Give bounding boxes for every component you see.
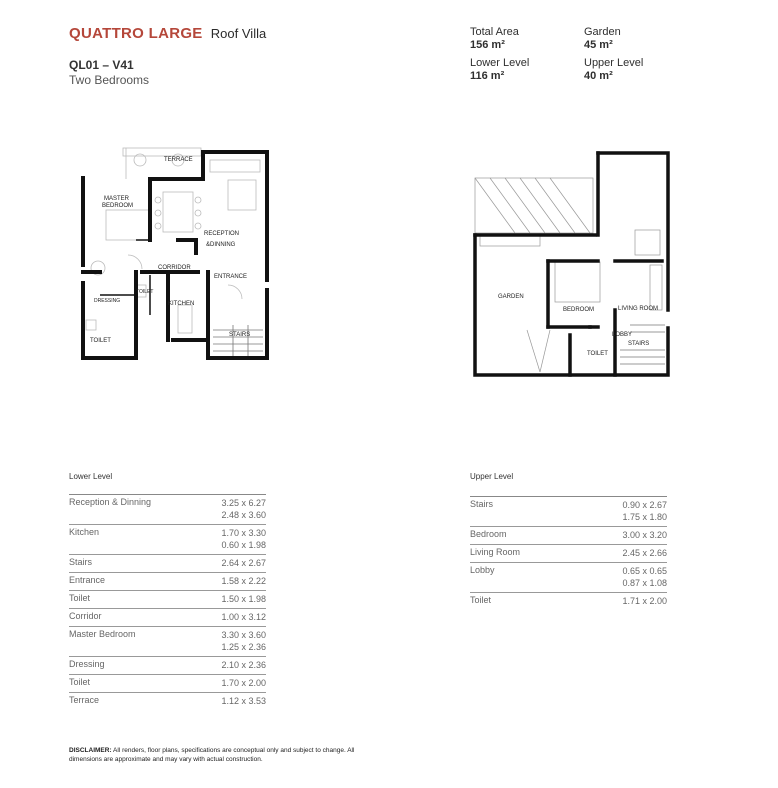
room-dim: 3.00 x 3.20 [622, 530, 667, 540]
room-name: Living Room [470, 547, 521, 557]
table-row [470, 563, 667, 593]
plan-label-toilet: TOILET [136, 289, 154, 295]
room-dim: 1.58 x 2.22 [221, 576, 266, 586]
area-label: Lower Level [470, 57, 530, 69]
room-name: Corridor [69, 611, 102, 621]
area-garden [584, 26, 621, 52]
area-value: 156 m² [470, 39, 505, 51]
plan-label-reception: RECEPTION [204, 231, 240, 237]
area-lower [470, 57, 529, 83]
room-name: Bedroom [470, 529, 507, 539]
lower-level-floor-plan [78, 145, 274, 365]
table-row [69, 525, 266, 555]
disclaimer-label: DISCLAIMER: [69, 747, 112, 754]
area-value: 40 m² [584, 70, 613, 82]
room-name: Entrance [69, 575, 106, 585]
room-name: Toilet [69, 677, 91, 687]
area-label: Garden [584, 26, 621, 38]
room-name: Stairs [69, 557, 93, 567]
room-name: Terrace [69, 695, 100, 705]
brand-name: QUATTRO LARGE [69, 25, 203, 42]
table-row [69, 675, 266, 693]
table-row [69, 495, 266, 525]
plan-label-garden: GARDEN [498, 294, 524, 300]
table-row [470, 593, 667, 610]
plan-label-toilet-2: TOILET [90, 338, 111, 344]
room-dim: 0.65 x 0.65 [622, 566, 667, 576]
table-row [69, 591, 266, 609]
table-row [69, 627, 266, 657]
room-dim: 1.00 x 3.12 [221, 612, 266, 622]
room-dim: 3.25 x 6.27 [221, 498, 266, 508]
plan-label-corridor: CORRIDOR [158, 265, 191, 271]
room-dim: 1.70 x 2.00 [221, 678, 266, 688]
room-dim: 1.12 x 3.53 [221, 696, 266, 706]
plan-label-toilet: TOILET [587, 351, 608, 357]
bedroom-count: Two Bedrooms [69, 73, 150, 87]
room-dim: 0.90 x 2.67 [622, 500, 667, 510]
lower-level-table [69, 494, 266, 710]
area-value: 45 m² [584, 39, 613, 51]
table-row [470, 545, 667, 563]
table-row [69, 609, 266, 627]
table-row [69, 573, 266, 591]
plan-label-terrace: TERRACE [164, 157, 193, 163]
upper-level-floor-plan [470, 150, 670, 380]
table-row [470, 497, 667, 527]
area-value: 116 m² [470, 70, 505, 82]
room-name: Dressing [69, 659, 105, 669]
plan-label-dinning: &DINNING [206, 242, 236, 248]
unit-title [69, 25, 266, 42]
room-dim: 2.64 x 2.67 [221, 558, 266, 568]
room-name: Master Bedroom [69, 629, 136, 639]
area-label: Upper Level [584, 57, 644, 69]
area-label: Total Area [470, 26, 519, 38]
room-name: Lobby [470, 565, 495, 575]
room-name: Kitchen [69, 527, 100, 537]
room-dim: 1.50 x 1.98 [221, 594, 266, 604]
room-dim: 2.45 x 2.66 [622, 548, 667, 558]
area-upper [584, 57, 643, 83]
table-row [69, 693, 266, 710]
plan-label-lobby: LOBBY [612, 332, 633, 338]
room-dim: 2.48 x 3.60 [221, 510, 266, 520]
room-dim: 2.10 x 2.36 [221, 660, 266, 670]
room-name: Stairs [470, 499, 494, 509]
plan-label-living-room: LIVING ROOM [618, 306, 659, 312]
table-row [69, 657, 266, 675]
room-name: Toilet [470, 595, 492, 605]
area-total [470, 26, 519, 52]
room-dim: 0.87 x 1.08 [622, 578, 667, 588]
room-dim: 1.71 x 2.00 [622, 596, 667, 606]
room-dim: 3.30 x 3.60 [221, 630, 266, 640]
plan-label-bedroom: BEDROOM [563, 307, 595, 313]
unit-code: QL01 – V41 [69, 58, 134, 72]
room-dim: 1.70 x 3.30 [221, 528, 266, 538]
plan-label-stairs: STAIRS [628, 341, 650, 347]
plan-label-stairs: STAIRS [229, 332, 251, 338]
plan-label-entrance: ENTRANCE [214, 274, 248, 280]
room-name: Reception & Dinning [69, 497, 152, 507]
table-row [69, 555, 266, 573]
plan-label-kitchen: KITCHEN [168, 301, 195, 307]
lower-table-title: Lower Level [69, 472, 113, 481]
plan-label-dressing: DRESSING [94, 298, 121, 304]
unit-type: Roof Villa [210, 26, 267, 41]
room-name: Toilet [69, 593, 91, 603]
room-dim: 1.75 x 1.80 [622, 512, 667, 522]
plan-label-bedroom: BEDROOM [102, 203, 134, 209]
disclaimer [69, 746, 369, 764]
upper-level-table [470, 496, 667, 610]
upper-table-title: Upper Level [470, 472, 514, 481]
plan-label-master: MASTER [104, 196, 130, 202]
room-dim: 1.25 x 2.36 [221, 642, 266, 652]
room-dim: 0.60 x 1.98 [221, 540, 266, 550]
table-row [470, 527, 667, 545]
disclaimer-text: All renders, floor plans, specifications are conceptual only and subject to change. All dimensions are approximate and may vary with actual construction. [69, 747, 355, 763]
